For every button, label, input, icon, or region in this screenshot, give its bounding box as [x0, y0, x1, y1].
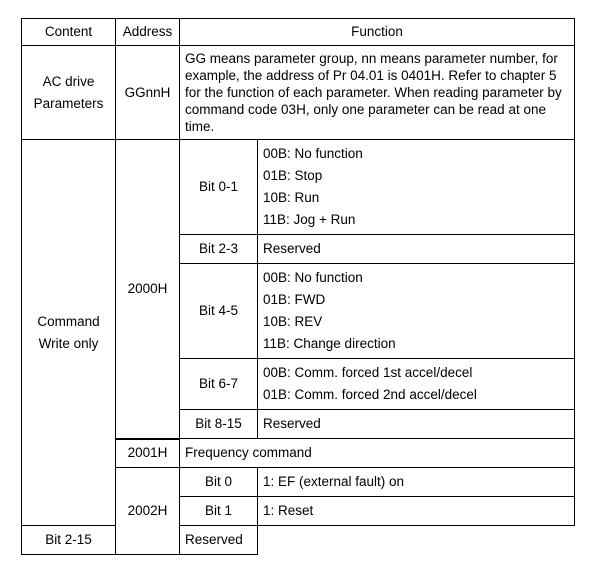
address-2000h: 2000H [116, 140, 180, 439]
command-content-line: Write only [38, 335, 99, 351]
bit-values-cell [258, 264, 575, 359]
bit-label: Bit 1 [180, 497, 258, 526]
bit-value: 01B: Comm. forced 2nd accel/decel [263, 387, 477, 402]
ac-drive-row [22, 46, 575, 140]
ac-drive-address: GGnnH [116, 46, 180, 140]
bit-label: Bit 2-15 [22, 526, 116, 555]
bit-value: 10B: Run [263, 190, 320, 205]
bit-row [22, 526, 575, 555]
bit-value: 1: EF (external fault) on [258, 468, 575, 497]
command-content-cell [22, 140, 116, 526]
bit-value: 1: Reset [258, 497, 575, 526]
bit-value: 01B: Stop [263, 168, 323, 183]
bit-value: 11B: Jog + Run [263, 212, 356, 227]
header-function: Function [180, 19, 575, 46]
bit-label: Bit 0 [180, 468, 258, 497]
ac-drive-function: GG means parameter group, nn means parameter number, for example, the address of Pr 04.01 is 0401H. Refer to chapter 5 for the function of each parameter. When reading parameter by command code 03H, only one parameter can be read at one time. [180, 46, 575, 140]
command-content-line: Command [37, 313, 100, 329]
bit-row [22, 140, 575, 235]
bit-label: Bit 0-1 [180, 140, 258, 235]
bit-label: Bit 6-7 [180, 359, 258, 410]
bit-label: Bit 4-5 [180, 264, 258, 359]
address-2001h: 2001H [116, 439, 180, 468]
header-row [22, 19, 575, 46]
bit-value: 00B: No function [263, 146, 363, 161]
frequency-command: Frequency command [180, 439, 575, 468]
bit-value: 00B: No function [263, 270, 363, 285]
bit-values-cell [258, 359, 575, 410]
bit-value: 00B: Comm. forced 1st accel/decel [263, 365, 473, 380]
bit-value: 01B: FWD [263, 292, 326, 307]
header-content: Content [22, 19, 116, 46]
ac-drive-content-line: AC drive [42, 73, 95, 89]
bit-value: 10B: REV [263, 314, 323, 329]
header-address: Address [116, 19, 180, 46]
address-2002h: 2002H [116, 468, 180, 555]
bit-value: Reserved [258, 410, 575, 439]
bit-value: 11B: Change direction [263, 336, 396, 351]
bit-value: Reserved [180, 526, 258, 555]
ac-drive-content-cell [22, 46, 116, 140]
bit-label: Bit 2-3 [180, 235, 258, 264]
parameter-table [21, 18, 575, 555]
ac-drive-content-line: Parameters [33, 95, 104, 111]
bit-values-cell [258, 140, 575, 235]
bit-value: Reserved [258, 235, 575, 264]
bit-label: Bit 8-15 [180, 410, 258, 439]
